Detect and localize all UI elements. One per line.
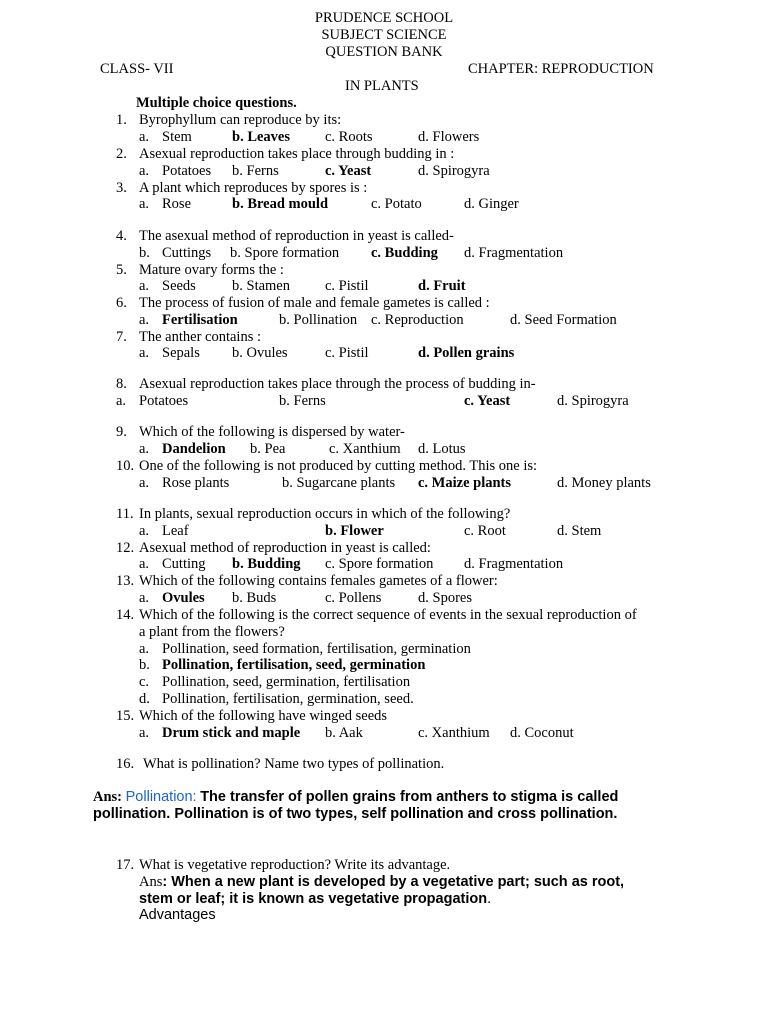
question-number: 17. [116, 857, 135, 873]
option-marker: b. [139, 657, 150, 673]
advantages-heading: Advantages [139, 907, 216, 923]
question-bank-title: QUESTION BANK [325, 44, 443, 60]
option-c: c. Pollens [325, 590, 382, 606]
option-marker: b. [139, 245, 150, 261]
question-number: 5. [116, 262, 127, 278]
option-marker: a. [139, 196, 150, 212]
answer-label: Ans: [93, 789, 123, 805]
option-c: c. Root [464, 523, 506, 539]
option-a: Sepals [162, 345, 200, 361]
option-c: c. Yeast [464, 393, 511, 409]
option-a: Leaf [162, 523, 189, 539]
question-text: The asexual method of reproduction in yeast is called- [139, 228, 454, 244]
option-b: b. Aak [325, 725, 363, 741]
option-d: d. Spores [418, 590, 472, 606]
question-text: Which of the following is dispersed by water- [139, 424, 405, 440]
option-marker: a. [139, 556, 150, 572]
question-number: 14. [116, 607, 135, 623]
chapter-label-continued: IN PLANTS [345, 78, 419, 94]
option-d: d. Fragmentation [464, 556, 564, 572]
option-a: Rose plants [162, 475, 230, 491]
option-c: c. Xanthium [329, 441, 401, 457]
question-text: Asexual method of reproduction in yeast is called: [139, 540, 431, 556]
option-d: d. Coconut [510, 725, 574, 741]
option-c: c. Yeast [325, 163, 372, 179]
option-a: Drum stick and maple [162, 725, 301, 741]
question-number: 12. [116, 540, 135, 556]
answer-text-continued: pollination. Pollination is of two types, self pollination and cross pollination. [93, 806, 618, 822]
option-b: b. Pea [250, 441, 286, 457]
option-b: b. Ferns [279, 393, 326, 409]
question-text: Asexual reproduction takes place through the process of budding in- [139, 376, 536, 392]
option-d: d. Fruit [418, 278, 466, 294]
option-d: d. Money plants [557, 475, 651, 491]
option-d: d. Flowers [418, 129, 480, 145]
option-b: b. Leaves [232, 129, 290, 145]
question-number: 4. [116, 228, 127, 244]
question-text: In plants, sexual reproduction occurs in which of the following? [139, 506, 511, 522]
option-d: d. Spirogyra [418, 163, 490, 179]
question-text: What is pollination? Name two types of pollination. [143, 756, 445, 772]
option-c: c. Xanthium [418, 725, 490, 741]
option-c: c. Reproduction [371, 312, 464, 328]
question-number: 8. [116, 376, 127, 392]
option-c: c. Roots [325, 129, 373, 145]
answer-term: Pollination: [125, 789, 197, 805]
option-b: b. Stamen [232, 278, 290, 294]
question-text: Mature ovary forms the : [139, 262, 284, 278]
class-label: CLASS- VII [100, 61, 174, 77]
option-a: Dandelion [162, 441, 226, 457]
chapter-label: CHAPTER: REPRODUCTION [468, 61, 654, 77]
option-a: Seeds [162, 278, 196, 294]
question-text: Byrophyllum can reproduce by its: [139, 112, 342, 128]
question-number: 13. [116, 573, 135, 589]
option-marker: a. [139, 163, 150, 179]
option-b: Pollination, fertilisation, seed, germination [162, 657, 426, 673]
option-marker: c. [139, 674, 150, 690]
option-a: Cutting [162, 556, 206, 572]
option-c: c. Potato [371, 196, 422, 212]
option-marker: a. [139, 523, 150, 539]
option-b: b. Sugarcane plants [282, 475, 396, 491]
question-text: One of the following is not produced by cutting method. This one is: [139, 458, 538, 474]
option-a: Cuttings [162, 245, 212, 261]
option-a: Rose [162, 196, 191, 212]
option-a: Potatoes [162, 163, 212, 179]
option-c: c. Maize plants [418, 475, 512, 491]
question-text: Which of the following contains females gametes of a flower: [139, 573, 498, 589]
subject-title: SUBJECT SCIENCE [321, 27, 447, 43]
option-marker: a. [116, 393, 127, 409]
option-d: d. Pollen grains [418, 345, 515, 361]
option-marker: a. [139, 441, 150, 457]
option-a: Pollination, seed formation, fertilisation, germination [162, 641, 471, 657]
question-text: Which of the following have winged seeds [139, 708, 388, 724]
option-marker: a. [139, 345, 150, 361]
question-number: 1. [116, 112, 127, 128]
option-c: c. Budding [371, 245, 438, 261]
option-d: d. Stem [557, 523, 602, 539]
option-b: b. Spore formation [230, 245, 340, 261]
answer-label: Ans [139, 874, 163, 890]
question-number: 9. [116, 424, 127, 440]
option-d: Pollination, fertilisation, germination, seed. [162, 691, 414, 707]
option-b: b. Bread mould [232, 196, 329, 212]
option-d: d. Seed Formation [510, 312, 617, 328]
option-b: b. Budding [232, 556, 301, 572]
option-a: Stem [162, 129, 192, 145]
option-b: b. Flower [325, 523, 384, 539]
question-number: 10. [116, 458, 135, 474]
option-b: b. Pollination [279, 312, 358, 328]
answer-period: . [487, 891, 492, 907]
answer-line-1 [139, 874, 624, 891]
answer-text-continued: stem or leaf; it is known as vegetative propagation [139, 891, 488, 907]
option-b: b. Buds [232, 590, 277, 606]
answer-text: : When a new plant is developed by a vegetative part; such as root, [162, 874, 625, 890]
option-d: d. Fragmentation [464, 245, 564, 261]
question-number: 11. [116, 506, 134, 522]
question-number: 2. [116, 146, 127, 162]
option-marker: a. [139, 278, 150, 294]
question-text: Which of the following is the correct sequence of events in the sexual reproduction of [139, 607, 637, 623]
option-marker: a. [139, 475, 150, 491]
answer-line-1 [93, 789, 618, 806]
option-marker: d. [139, 691, 150, 707]
option-d: d. Lotus [418, 441, 466, 457]
question-number: 3. [116, 180, 127, 196]
answer-text: The transfer of pollen grains from anthers to stigma is called [200, 789, 619, 805]
option-marker: a. [139, 641, 150, 657]
school-name: PRUDENCE SCHOOL [314, 10, 454, 26]
question-text: Asexual reproduction takes place through budding in : [139, 146, 455, 162]
option-d: d. Spirogyra [557, 393, 629, 409]
question-text: The process of fusion of male and female gametes is called : [139, 295, 490, 311]
question-number: 6. [116, 295, 127, 311]
question-number: 16. [116, 756, 135, 772]
question-text: The anther contains : [139, 329, 261, 345]
option-d: d. Ginger [464, 196, 519, 212]
option-marker: a. [139, 129, 150, 145]
question-number: 15. [116, 708, 135, 724]
option-marker: a. [139, 590, 150, 606]
option-a: Potatoes [139, 393, 189, 409]
option-c: c. Pistil [325, 345, 369, 361]
option-marker: a. [139, 725, 150, 741]
option-marker: a. [139, 312, 150, 328]
answer-line-2 [139, 891, 491, 908]
option-c: Pollination, seed, germination, fertilisation [162, 674, 411, 690]
option-b: b. Ovules [232, 345, 288, 361]
option-c: c. Spore formation [325, 556, 434, 572]
option-a: Ovules [162, 590, 205, 606]
question-number: 7. [116, 329, 127, 345]
question-text: A plant which reproduces by spores is : [139, 180, 368, 196]
option-a: Fertilisation [162, 312, 238, 328]
option-c: c. Pistil [325, 278, 369, 294]
option-b: b. Ferns [232, 163, 279, 179]
section-title: Multiple choice questions. [136, 95, 297, 111]
question-text: What is vegetative reproduction? Write its advantage. [139, 857, 451, 873]
question-text-continued: a plant from the flowers? [139, 624, 285, 640]
